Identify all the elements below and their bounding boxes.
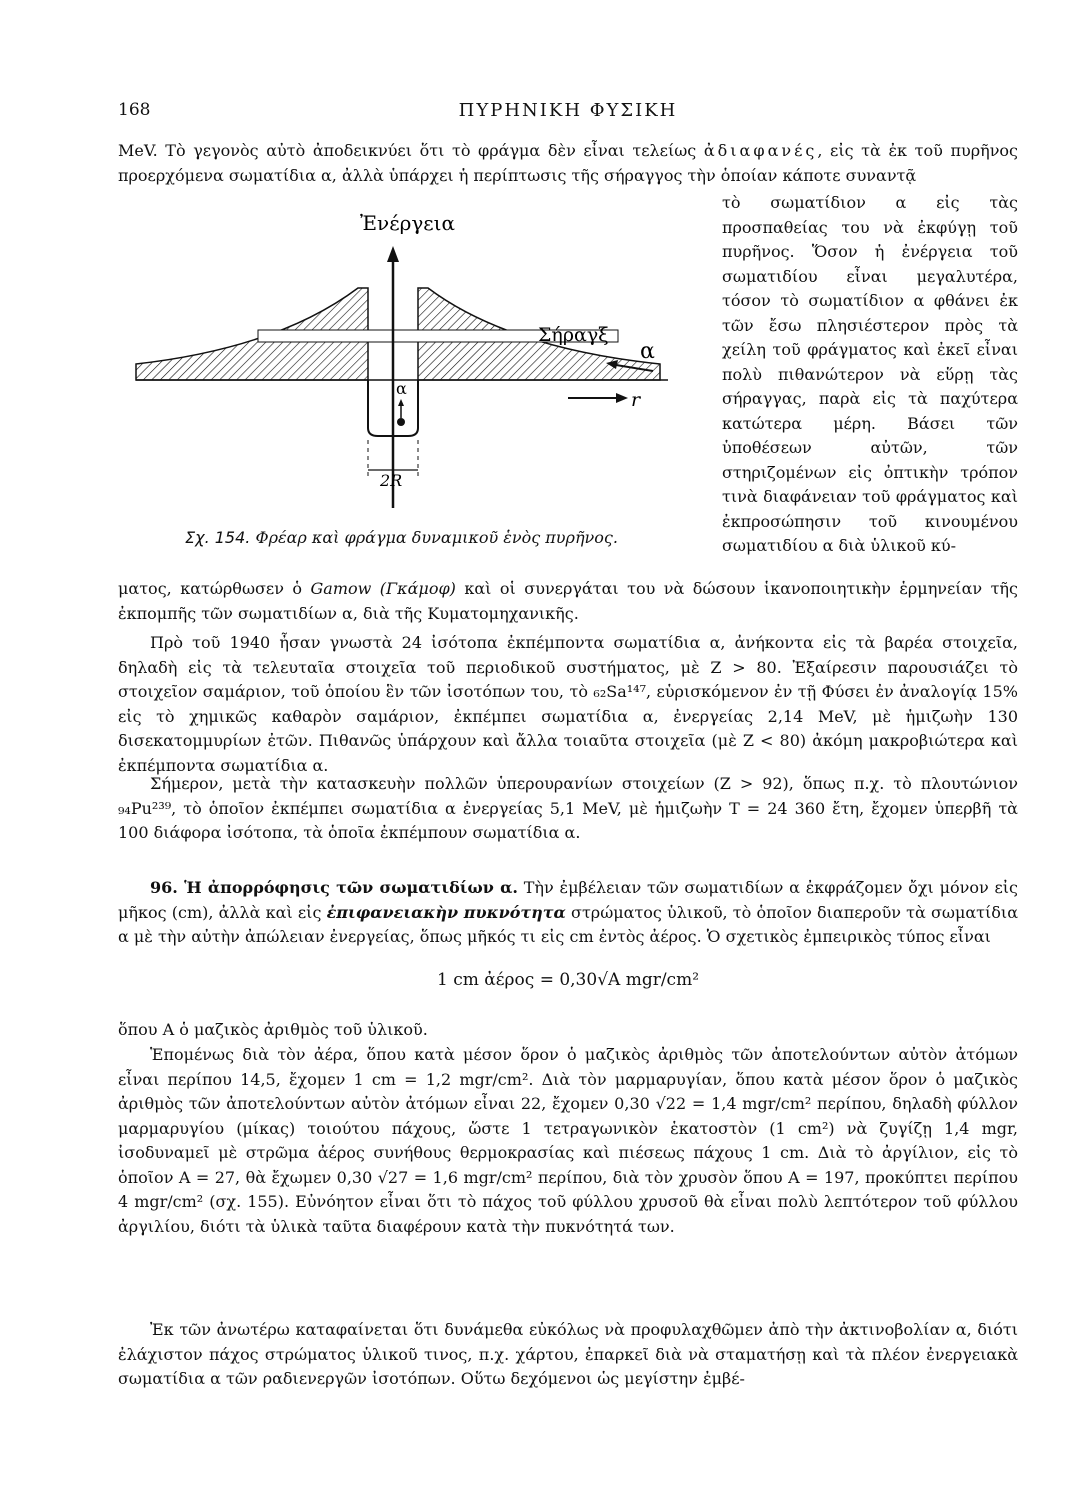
section-96-emphasis: ἐπιφανειακὴν πυκνότητα [326, 902, 566, 922]
range-formula: 1 cm ἀέρος = 0,30√A mgr/cm² [436, 970, 700, 990]
continued-text-2: καὶ οἱ συνεργάται του νὰ δώσουν ἱκανοποιητικὴν ἑρμηνείαν τῆς ἐκπομπῆς τῶν σωματιδίων α, διὰ τῆς Κυματομηχανικῆς. [118, 579, 1018, 623]
intro-text-2: , εἰς τὰ ἐκ τοῦ πυρῆνος προερχόμενα σωματίδια α, ἀλλὰ ὑπάρχει ἡ περίπτωσις τῆς σήραγγος τὴν ὁποίαν κάποτε συναντᾷ [118, 141, 1019, 185]
alpha-label: α [640, 339, 655, 364]
caption-number: Σχ. 154. [185, 528, 251, 547]
paragraph-today: Σήμερον, μετὰ τὴν κατασκευὴν πολλῶν ὑπερουρανίων στοιχείων (Z > 92), ὅπως π.χ. τὸ πλουτώνιον ₉₄Pu²³⁹, τὸ ὁποῖον ἐκπέμπει σωματίδια α ἐνεργείας 5,1 MeV, μὲ ἡμιζωὴν T = 24 360 ἔτη, ἔχομεν ὑπερβῆ τὰ 100 διάφορα ἰσότοπα, τὰ ὁποῖα ἐκπέμπουν σωματίδια α. [118, 774, 1018, 842]
page-number: 168 [118, 100, 151, 120]
intro-text-1: MeV. Τὸ γεγονὸς αὐτὸ ἀποδεικνύει ὅτι τὸ φράγμα δὲν εἶναι τελείως [118, 141, 704, 160]
paragraph-where: ὅπου A ὁ μαζικὸς ἀριθμὸς τοῦ ὑλικοῦ. [118, 1020, 428, 1039]
intro-paragraph [118, 139, 1018, 188]
alpha-particle [397, 418, 405, 426]
paragraph-1940: Πρὸ τοῦ 1940 ἦσαν γνωστὰ 24 ἰσότοπα ἐκπέμποντα σωματίδια α, ἀνήκοντα εἰς τὰ βαρέα στοιχεῖα, δηλαδὴ εἰς τὰ τελευταῖα στοιχεῖα τοῦ περιοδικοῦ συστήματος, μὲ Z > 80. Ἐξαίρεσιν παρουσιάζει τὸ στοιχεῖον σαμάριον, τοῦ ὁποίου ἓν τῶν ἰσοτόπων του, τὸ ₆₂Sa¹⁴⁷, εὑρισκόμενον ἐν τῇ Φύσει ἐν ἀναλογίᾳ 15% εἰς τὸ χημικῶς καθαρὸν σαμάριον, ἐκπέμπει σωματίδια α, ἐνεργείας 2,14 MeV, μὲ ἡμιζωὴν 130 δισεκατομμυρίων ἐτῶν. Πιθανῶς ὑπάρχουν καὶ ἄλλα τοιαῦτα στοιχεῖα (μὲ Z < 80) ἀκόμη μακροβιώτερα καὶ ἐκπέμποντα σωματίδια α. [118, 633, 1018, 775]
section-96-title: 96. Ἡ ἀπορρόφησις τῶν σωματιδίων α. [150, 878, 518, 897]
side-column-text: τὸ σωματίδιον α εἰς τὰς προσπαθείας του νὰ ἐκφύγῃ τοῦ πυρῆνος. Ὅσον ἡ ἐνέργεια τοῦ σωματιδίου εἶναι μεγαλυτέρα, τόσον τὸ σωματίδιον α φθάνει ἐκ τῶν ἔσω πλησιέστερον πρὸς τὰ χείλη τοῦ φράγματος καὶ ἐκεῖ εἶναι πολὺ πιθανώτερον νὰ εὕρῃ τὰς σήραγγας, παρὰ εἰς τὰ παχύτερα κατώτερα μέρη. Βάσει τῶν ὑποθέσεων αὐτῶν, τῶν στηριζομένων εἰς ὀπτικὴν τρόπον τινὰ διαφάνειαν τοῦ φράγματος καὶ ἐκπροσώπησιν τοῦ κινουμένου σωματιδίου α διὰ ὑλικοῦ κύ- [722, 193, 1018, 555]
r-label: r [631, 389, 641, 411]
paragraph-air: Ἑπομένως διὰ τὸν ἀέρα, ὅπου κατὰ μέσον ὅρον ὁ μαζικὸς ἀριθμὸς τῶν ἀποτελούντων αὐτὸν ἀτόμων εἶναι περίπου 14,5, ἔχομεν 1 cm = 1,2 mgr/cm². Διὰ τὸν μαρμαρυγίαν, ὅπου κατὰ μέσον ὅρον ὁ μαζικὸς ἀριθμὸς τῶν ἀποτελούντων αὐτὸν ἀτόμων εἶναι 22, ἔχομεν 0,30 √22 = 1,4 mgr/cm² περίπου, δηλαδὴ φύλλον μαρμαρυγίου (μίκας) τοιούτου πάχους, ὥστε 1 τετραγωνικὸν ἑκατοστὸν (1 cm²) νὰ ζυγίζῃ 1,4 mgr, ἰσοδυναμεῖ μὲ στρῶμα ἀέρος συνήθους θερμοκρασίας καὶ πιέσεως πάχους 1 cm. Διὰ τὸ ἀργίλιον, εἰς τὸ ὁποῖον A = 27, θὰ ἔχωμεν 0,30 √27 = 1,6 mgr/cm² περίπου, διὰ τὸν χρυσὸν ὅπου A = 197, προκύπτει περίπου 4 mgr/cm² (σχ. 155). Εὐνόητον εἶναι ὅτι τὸ πάχος τοῦ φύλλου χρυσοῦ θὰ εἶναι πολὺ λεπτότερον τοῦ φύλλου ἀργιλίου, διότι τὰ ὑλικὰ ταῦτα διαφέρουν κατὰ τὴν πυκνότητά των. [118, 1045, 1018, 1236]
continued-text-1: ματος, κατώρθωσεν ὁ [118, 579, 311, 598]
gamow-name: Gamow (Γκάμοφ) [310, 579, 456, 598]
inner-alpha-label: α [396, 379, 407, 398]
energy-axis-arrow [387, 246, 399, 262]
figure-caption [185, 528, 618, 547]
caption-text: Φρέαρ καὶ φράγμα δυναμικοῦ ἑνὸς πυρῆνος. [255, 528, 618, 547]
intro-emphasis: ἀδιαφανές [703, 141, 818, 160]
section-96 [118, 876, 1018, 950]
width-label: 2R [380, 471, 403, 490]
energy-label: Ἐνέργεια [360, 211, 455, 235]
section-96-text-1: Τὴν ἐμβέλειαν τῶν σωματιδίων α ἐκφράζομεν ὄχι μόνον εἰς μῆκος (cm), ἀλλὰ καὶ εἰς [118, 878, 1018, 922]
potential-well-figure [128, 208, 688, 548]
tunnel-label: Σήραγξ [538, 324, 609, 346]
running-title: ΠΥΡΗΝΙΚΗ ΦΥΣΙΚΗ [458, 100, 678, 121]
paragraph-last: Ἐκ τῶν ἀνωτέρω καταφαίνεται ὅτι δυνάμεθα εὐκόλως νὰ προφυλαχθῶμεν ἀπὸ τὴν ἀκτινοβολίαν α, διότι ἐλάχιστον πάχος στρώματος ὑλικοῦ τινος, π.χ. χάρτου, ἐπαρκεῖ διὰ νὰ σταματήσῃ καὶ τὰ πλέον ἐνεργειακὰ σωματίδια α τῶν ραδιενεργῶν ἰσοτόπων. Οὕτω δεχόμενοι ὡς μεγίστην ἐμβέ- [118, 1320, 1018, 1388]
continued-paragraph [118, 577, 1018, 626]
page-header [118, 100, 1018, 124]
section-96-text-2: στρώματος ὑλικοῦ, τὸ ὁποῖον διαπεροῦν τὰ σωματίδια α μὲ τὴν αὐτὴν ἀπώλειαν ἐνεργείας, ὅπως μῆκός τι εἰς cm ἐντὸς ἀέρος. Ὁ σχετικὸς ἐμπειρικὸς τύπος εἶναι [118, 902, 1019, 946]
